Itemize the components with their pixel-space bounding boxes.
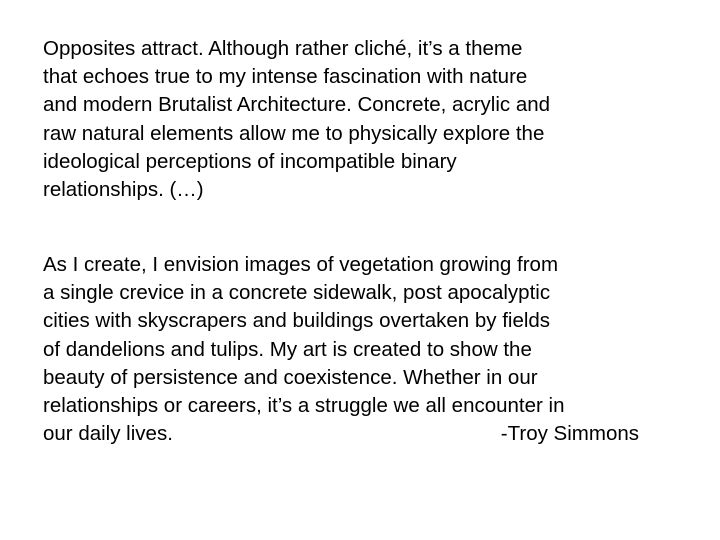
paragraph-1-line: Opposites attract. Although rather cliché, it’s a theme [43, 37, 523, 60]
paragraph-2-final-line [43, 420, 639, 448]
paragraph-2-line: beauty of persistence and coexistence. Whether in our [43, 365, 538, 389]
paragraph-1-line: and modern Brutalist Architecture. Concrete, acrylic and [43, 93, 551, 117]
paragraph-2-line: of dandelions and tulips. My art is created to show the [43, 337, 532, 361]
paragraph-1 [43, 35, 693, 204]
paragraph-1-line: that echoes true to my intense fascination with nature [43, 65, 528, 89]
paragraph-2-line: cities with skyscrapers and buildings overtaken by fields [43, 309, 551, 333]
paragraph-2-line: a single crevice in a concrete sidewalk, post apocalyptic [43, 281, 551, 305]
attribution: -Troy Simmons [500, 422, 639, 446]
paragraph-2-line: relationships or careers, it’s a struggle we all encounter in [43, 394, 565, 418]
paragraph-1-line: raw natural elements allow me to physically explore the [43, 121, 545, 145]
paragraph-2-line: As I create, I envision images of vegetation growing from [43, 253, 559, 276]
paragraph-1-line: relationships. (…) [43, 178, 204, 202]
paragraph-2 [43, 251, 693, 448]
paragraph-1-line: ideological perceptions of incompatible binary [43, 149, 457, 173]
final-line-text: our daily lives. [43, 422, 173, 446]
